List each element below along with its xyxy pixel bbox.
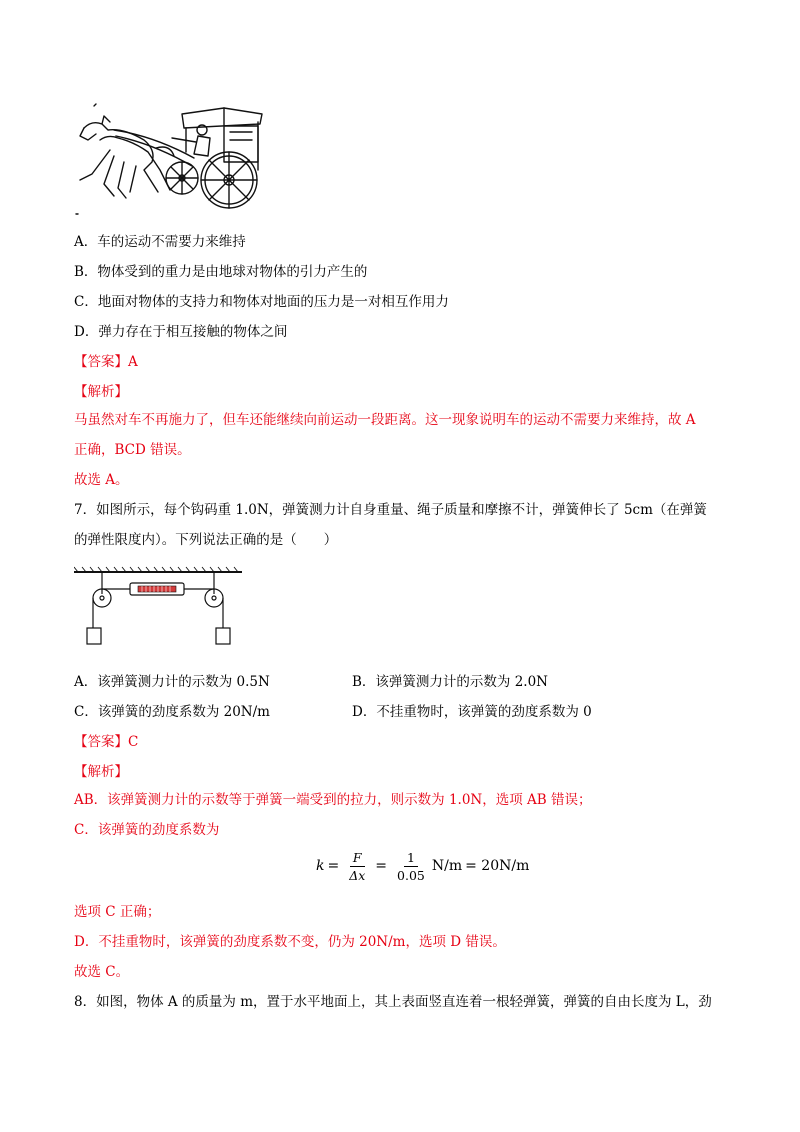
q7-c-correct: 选项 C 正确； <box>74 904 161 920</box>
q7-option-c: C．该弹簧的劲度系数为 20N/m <box>74 704 270 720</box>
q6-answer: 【答案】A <box>74 354 138 370</box>
q8-stem-line1: 8．如图，物体 A 的质量为 m，置于水平地面上，其上表面竖直连着一根轻弹簧，弹簧的自由长度为 L，劲 <box>74 994 712 1010</box>
q7-analysis-d: D．不挂重物时，该弹簧的劲度系数不变，仍为 20N/m，选项 D 错误。 <box>74 934 506 950</box>
q6-option-a: A．车的运动不需要力来维持 <box>74 234 246 250</box>
formula-one-numerator: 1 <box>404 850 418 867</box>
q7-option-a: A．该弹簧测力计的示数为 0.5N <box>74 674 270 690</box>
q6-option-d: D．弹力存在于相互接触的物体之间 <box>74 324 288 340</box>
q7-analysis-label: 【解析】 <box>74 764 128 780</box>
q7-conclusion: 故选 C。 <box>74 964 130 980</box>
formula-numeric-denominator: 0.05 <box>397 867 425 883</box>
q7-stem-line1: 7．如图所示，每个钩码重 1.0N，弹簧测力计自身重量、绳子质量和摩擦不计，弹簧伸长了 5cm（在弹簧 <box>74 502 707 518</box>
q7-stem-line2: 的弹性限度内）。下列说法正确的是（ ） <box>74 532 338 548</box>
formula-unit: N/m <box>431 858 463 874</box>
q6-conclusion: 故选 A。 <box>74 472 129 488</box>
q6-analysis-line1: 马虽然对车不再施力了，但车还能继续向前运动一段距离。这一现象说明车的运动不需要力来维持，故 A <box>74 412 696 428</box>
horse-carriage-illustration <box>74 100 274 218</box>
q6-analysis-line2: 正确，BCD 错误。 <box>74 442 191 458</box>
pulley-spring-scale-diagram <box>74 566 246 652</box>
formula-dx-denominator: Δx <box>349 867 366 883</box>
q6-analysis-label: 【解析】 <box>74 384 128 400</box>
q6-option-c: C．地面对物体的支持力和物体对地面的压力是一对相互作用力 <box>74 294 449 310</box>
q7-answer: 【答案】C <box>74 734 139 750</box>
q7-analysis-ab: AB．该弹簧测力计的示数等于弹簧一端受到的拉力，则示数为 1.0N，选项 AB 错误； <box>74 792 592 808</box>
formula-equals-2: = <box>375 858 388 874</box>
formula-f-numerator: F <box>350 850 365 867</box>
q7-option-d: D．不挂重物时，该弹簧的劲度系数为 0 <box>352 704 592 720</box>
formula-lhs: k <box>316 858 325 874</box>
spring-constant-formula <box>316 845 532 887</box>
q6-option-b: B．物体受到的重力是由地球对物体的引力产生的 <box>74 264 368 280</box>
formula-result: = 20N/m <box>465 858 530 874</box>
formula-fraction-numeric <box>394 850 428 883</box>
formula-fraction-f-dx <box>346 850 368 883</box>
formula-equals: = <box>327 858 340 874</box>
q7-option-b: B．该弹簧测力计的示数为 2.0N <box>352 674 548 690</box>
q7-analysis-c: C．该弹簧的劲度系数为 <box>74 822 220 838</box>
